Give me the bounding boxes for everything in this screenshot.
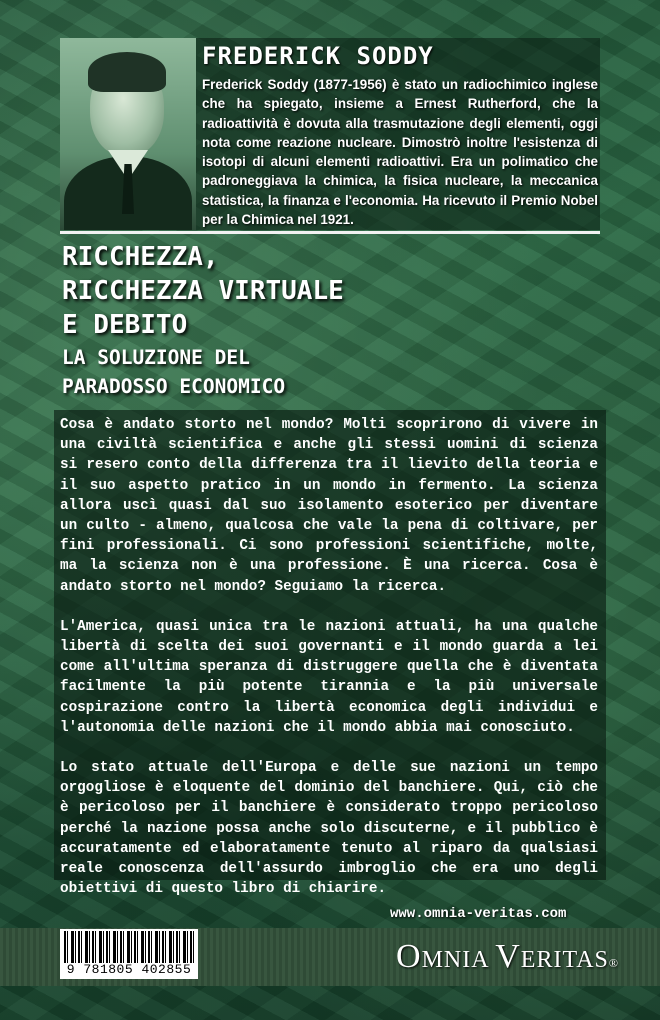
blurb-paragraph-2: L'America, quasi unica tra le nazioni attuali, ha una qualche libertà di scelta dei suoi governanti e il mondo guarda a lei come all'ultima speranza di distruggere quella che è diventata facilmente la più potente tirannia e la più universale cospirazione contro la libertà economica degli individui e l'autonomia delle nazioni che il mondo abbia mai conosciuto. [60,618,598,736]
logo-letter-v: V [495,938,521,975]
book-title-block [62,240,602,400]
portrait-hair [88,52,166,92]
isbn-number: 9 781805 402855 [66,962,192,977]
registered-mark: ® [608,956,619,970]
author-portrait [60,38,196,230]
logo-text-mnia: MNIA [421,947,496,973]
logo-text-eritas: ERITAS [520,947,609,973]
logo-letter-o: O [396,938,422,975]
barcode-bars [64,931,194,963]
divider-line [60,231,600,234]
book-subtitle-line-1: LA SOLUZIONE DEL [62,346,250,369]
isbn-barcode [60,929,198,979]
author-panel [60,38,600,230]
book-subtitle-line-2: PARADOSSO ECONOMICO [62,375,286,398]
publisher-website: www.omnia-veritas.com [390,906,567,922]
book-title-line-3: E DEBITO [62,310,188,340]
author-name: FREDERICK SODDY [202,42,434,70]
blurb-text [60,415,598,919]
book-title-line-1: RICCHEZZA, [62,242,219,272]
publisher-logo [396,938,619,976]
blurb-paragraph-3: Lo stato attuale dell'Europa e delle sue nazioni un tempo orgogliose è eloquente del dominio del banchiere. Qui, ciò che è pericoloso per il banchiere è considerato troppo pericoloso perché la nazione possa anche solo discuterne, e il pubblico è accuratamente ed elaboratamente tenuto al riparo da qualsiasi reale conoscenza dell'assurdo imbroglio che era uno degli obiettivi di questo libro di chiarire. [60,760,598,898]
author-bio: Frederick Soddy (1877-1956) è stato un radiochimico inglese che ha spiegato, insieme a Ernest Rutherford, che la radioattività è dovuta alla trasmutazione degli elementi, oggi nota come reazione nucleare. Dimostrò inoltre l'esistenza di isotopi di alcuni elementi radioattivi. Era un polimatico che padroneggiava la chimica, la fisica nucleare, la meccanica statistica, la finanza e l'economia. Ha ricevuto il Premio Nobel per la Chimica nel 1921. [202,77,598,228]
book-title-line-2: RICCHEZZA VIRTUALE [62,276,344,306]
blurb-paragraph-1: Cosa è andato storto nel mondo? Molti scoprirono di vivere in una civiltà scientifica e anche gli stessi uomini di scienza si resero conto della differenza tra il lievito della teoria e il suo aspetto pratico in un mondo in fermento. La scienza allora uscì quasi dal suo isolamento esoterico per diventare un culto - almeno, qualcosa che vale la pena di coltivare, per fini professionali. Ci sono professioni scientifiche, molte, ma la scienza non è una professione. È una ricerca. Cosa è andato storto nel mondo? Seguiamo la ricerca. [60,417,598,595]
